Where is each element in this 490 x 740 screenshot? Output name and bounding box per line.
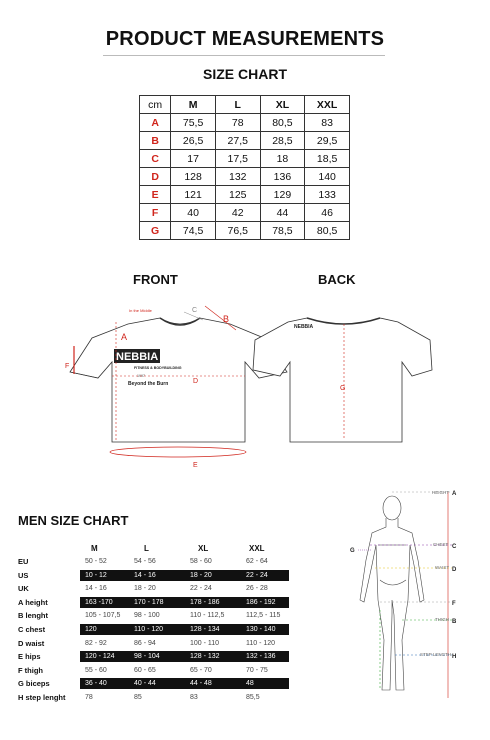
table-cell: 83 [305,114,350,132]
body-g-label: G [350,548,355,554]
row-label: G biceps [18,679,50,689]
tshirt-diagrams [0,295,490,475]
body-measurement-figure [330,480,480,705]
table-cell: 70 - 75 [246,666,268,674]
size-chart-table [139,95,350,240]
table-cell: 170 - 178 [134,598,164,606]
size-chart-title: SIZE CHART [203,66,287,82]
table-cell: 136 [260,168,305,186]
table-cell: 110 - 120 [246,639,276,647]
table-cell: 130 - 140 [246,626,276,633]
table-cell: 78 [215,114,260,132]
table-cell: 40 [171,204,216,222]
table-cell: 58 - 60 [190,558,212,565]
measure-b-label: B [223,314,230,324]
back-shirt [253,318,432,442]
table-row [140,168,350,186]
table-cell: 22 - 24 [246,571,268,579]
measure-c-label: C [192,307,198,314]
table-header-row [140,96,350,114]
table-cell: 26 - 28 [246,585,268,593]
table-cell: 85 [134,694,142,701]
back-brand-text: NEBBIA [294,324,314,330]
row-label: C [140,150,171,168]
table-cell: 55 - 60 [85,666,107,674]
title-divider [103,55,385,56]
table-row [80,678,289,689]
table-cell: 78 [85,694,93,701]
table-cell: 98 - 100 [134,612,160,620]
row-label: E [140,186,171,204]
measure-e-label: E [193,462,198,469]
table-cell: 133 [305,186,350,204]
body-b-label: B [452,619,457,625]
table-cell: 186 - 192 [246,598,276,606]
men-col-header: XXL [249,544,265,553]
table-cell: 178 - 186 [190,598,220,606]
row-label: G [140,222,171,240]
table-cell: 27,5 [215,132,260,150]
row-label: B [140,132,171,150]
table-cell: 44 - 48 [190,680,212,688]
table-cell: 132 [215,168,260,186]
table-cell: 36 - 40 [85,680,107,688]
table-row [140,204,350,222]
table-cell: 120 [85,626,97,633]
table-cell: 17 [171,150,216,168]
table-cell: 128 - 132 [190,653,220,661]
table-row [140,114,350,132]
men-col-header: XL [198,544,209,553]
table-cell: 18 - 20 [134,585,156,593]
row-label: C chest [18,625,46,634]
row-label: UK [18,584,29,594]
row-label: E hips [18,652,41,662]
unit-header: cm [140,96,171,114]
table-cell: 18 - 20 [190,571,212,579]
table-cell: 22 - 24 [190,585,212,593]
table-cell: 121 [171,186,216,204]
measure-e-ellipse [110,447,246,457]
table-cell: 128 - 134 [190,626,220,633]
row-label: EU [18,557,29,566]
table-cell: 18,5 [305,150,350,168]
front-shirt [65,306,287,469]
table-cell: 112,5 - 115 [246,612,281,620]
table-cell: 163 -170 [85,598,113,606]
height-label: HEIGHT [432,490,450,495]
row-label: D [140,168,171,186]
table-cell: 60 - 65 [134,666,156,674]
table-cell: 46 [305,204,350,222]
measure-g-label: G [340,385,346,392]
table-cell: 48 [246,680,254,688]
table-cell: 80,5 [305,222,350,240]
row-label: F thigh [18,665,43,675]
in-the-middle-label: In the Middle [129,308,152,313]
table-cell: 110 - 112,5 [190,612,225,620]
measure-d-label: D [193,378,199,385]
table-cell: 18 [260,150,305,168]
body-a-label: A [452,491,457,497]
row-label: A [140,114,171,132]
table-cell: 78,5 [260,222,305,240]
brand-logo-text: NEBBIA [116,351,159,363]
men-col-header: M [91,544,98,553]
col-header: M [171,96,216,114]
table-row [140,132,350,150]
row-label: F [140,204,171,222]
table-cell: 28,5 [260,132,305,150]
row-label: US [18,570,29,580]
step-length-label: STEP LENGTH [420,652,452,657]
body-d-label: D [452,567,457,573]
col-header: XXL [305,96,350,114]
table-row [140,150,350,168]
table-cell: 50 - 52 [85,558,107,565]
table-row [140,186,350,204]
row-label: H step lenght [18,693,66,702]
table-cell: 14 - 16 [85,585,107,593]
chest-label: CHEST [433,542,449,547]
men-size-chart-title: MEN SIZE CHART [18,513,129,528]
table-cell: 75,5 [171,114,216,132]
measure-f-label: F [65,363,70,370]
table-cell: 54 - 56 [134,558,156,565]
table-cell: 17,5 [215,150,260,168]
waist-label: WAIST [435,565,450,570]
back-view-label: BACK [318,272,356,287]
row-label: B lenght [18,611,48,621]
table-cell: 128 [171,168,216,186]
table-row [140,222,350,240]
table-cell: 42 [215,204,260,222]
table-cell: 76,5 [215,222,260,240]
table-cell: 26,5 [171,132,216,150]
body-f-label: F [452,601,456,607]
body-c-label: C [452,544,457,550]
table-cell: 129 [260,186,305,204]
table-cell: 82 - 92 [85,639,107,647]
table-cell: 100 - 110 [190,639,220,647]
front-view-label: FRONT [133,272,178,287]
table-cell: 110 - 120 [134,626,164,633]
table-cell: 65 - 70 [190,666,212,674]
table-cell: 40 - 44 [134,680,156,688]
table-cell: 105 - 107,5 [85,612,121,620]
table-cell: 132 - 136 [246,653,276,661]
table-cell: 80,5 [260,114,305,132]
table-cell: 44 [260,204,305,222]
brand-year-text: 1997 [137,374,145,378]
thigh-label: THIGH [435,617,449,622]
row-label: D waist [18,638,45,648]
table-cell: 10 - 12 [85,571,107,579]
page-title: PRODUCT MEASUREMENTS [105,28,385,50]
col-header: XL [260,96,305,114]
men-col-header: L [144,544,149,553]
table-cell: 85,5 [246,694,260,701]
table-cell: 125 [215,186,260,204]
row-label: A height [18,597,48,607]
table-cell: 29,5 [305,132,350,150]
body-h-label: H [452,654,457,660]
table-cell: 74,5 [171,222,216,240]
col-header: L [215,96,260,114]
brand-sub-text: FITNESS & BODYBUILDING [134,366,182,370]
table-cell: 98 - 104 [134,653,160,661]
table-cell: 140 [305,168,350,186]
table-cell: 62 - 64 [246,558,268,565]
measure-a-label: A [121,332,128,342]
table-cell: 14 - 16 [134,571,156,579]
table-cell: 86 - 94 [134,639,156,647]
table-cell: 83 [190,694,198,701]
table-cell: 120 - 124 [85,653,115,661]
slogan-text: Beyond the Burn [128,381,169,387]
